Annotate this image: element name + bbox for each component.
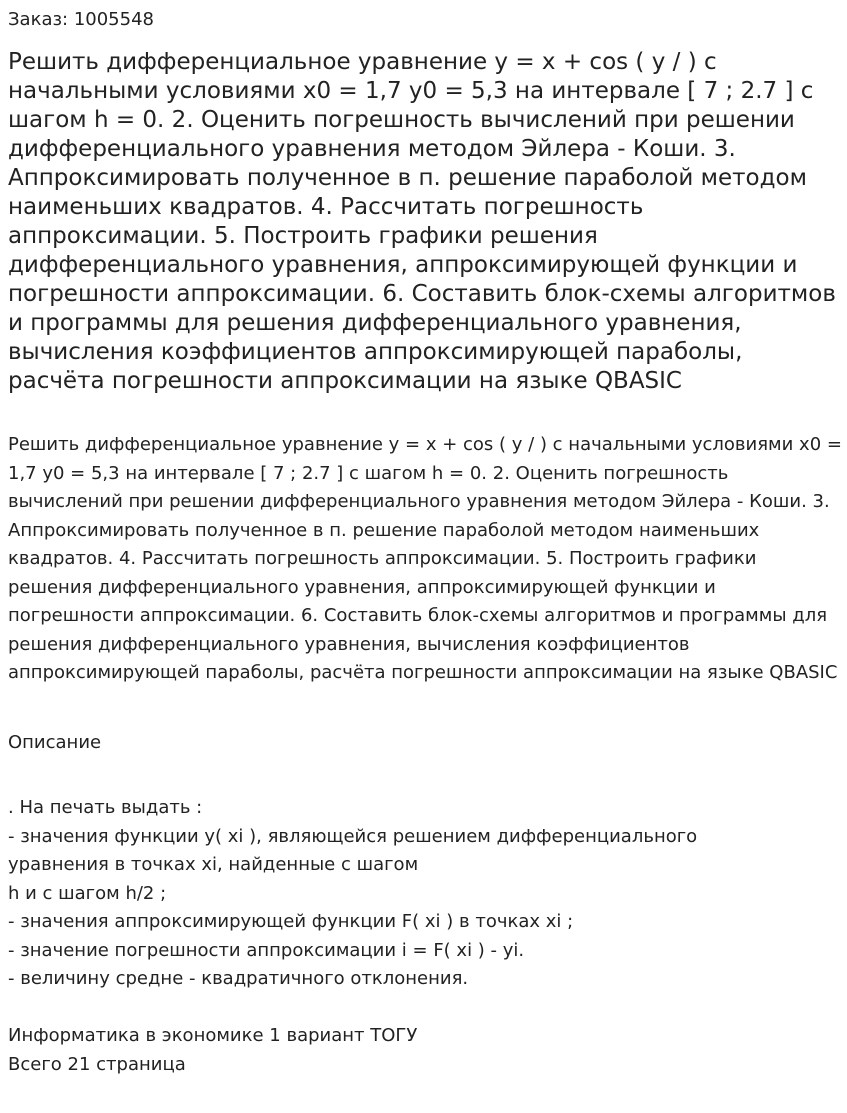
detail-line: - значение погрешности аппроксимации i = F( xi ) - yi. (8, 939, 525, 961)
detail-line: - величину средне - квадратичного отклонения. (8, 968, 469, 989)
subject-line: Информатика в экономике 1 вариант ТОГУ (8, 1025, 418, 1046)
task-description: Решить дифференциальное уравнение y = x + cos ( y / ) с начальными условиями x0 = 1,7 y0 = 5,3 на интервале [ 7 ; 2.7 ] с шагом h = 0. 2. Оценить погрешность вычислений при решении дифференциального уравнения методом Эйлера - Коши. 3. Аппроксимировать полученное в п. решение параболой методом наименьших квадратов. 4. Рассчитать погрешность аппроксимации. 5. Построить графики решения дифференциального уравнения, аппроксимирующей функции и погрешности аппроксимации. 6. Составить блок-схемы алгоритмов и программы для решения дифференциального уравнения, вычисления коэффициентов аппроксимирующей параболы, расчёта погрешности аппроксимации на языке QBASIC (8, 434, 842, 683)
description-details (8, 794, 843, 1079)
order-number: Заказ: 1005548 (8, 9, 154, 30)
page-count: Всего 21 страница (8, 1053, 186, 1075)
page-title: Решить дифференциальное уравнение y = x + cos ( y / ) с начальными условиями x0 = 1,7 y0 = 5,3 на интервале [ 7 ; 2.7 ] с шагом h = 0. 2. Оценить погрешность вычислений при решении дифференциального уравнения методом Эйлера - Коши. 3. Аппроксимировать полученное в п. решение параболой методом наименьших квадратов. 4. Рассчитать погрешность аппроксимации. 5. Построить графики решения дифференциального уравнения, аппроксимирующей функции и погрешности аппроксимации. 6. Составить блок-схемы алгоритмов и программы для решения дифференциального уравнения, вычисления коэффициентов аппроксимирующей параболы, расчёта погрешности аппроксимации на языке QBASIC (8, 49, 836, 394)
detail-line: - значения аппроксимирующей функции F( xi ) в точках xi ; (8, 911, 574, 932)
blank-line (8, 994, 843, 1023)
detail-line: - значения функции y( xi ), являющейся решением дифференциального (8, 825, 698, 847)
detail-line: h и с шагом h/2 ; (8, 882, 167, 904)
detail-line: . На печать выдать : (8, 797, 203, 818)
section-heading-description: Описание (8, 732, 102, 753)
detail-line: уравнения в точках xi, найденные с шагом (8, 854, 419, 875)
